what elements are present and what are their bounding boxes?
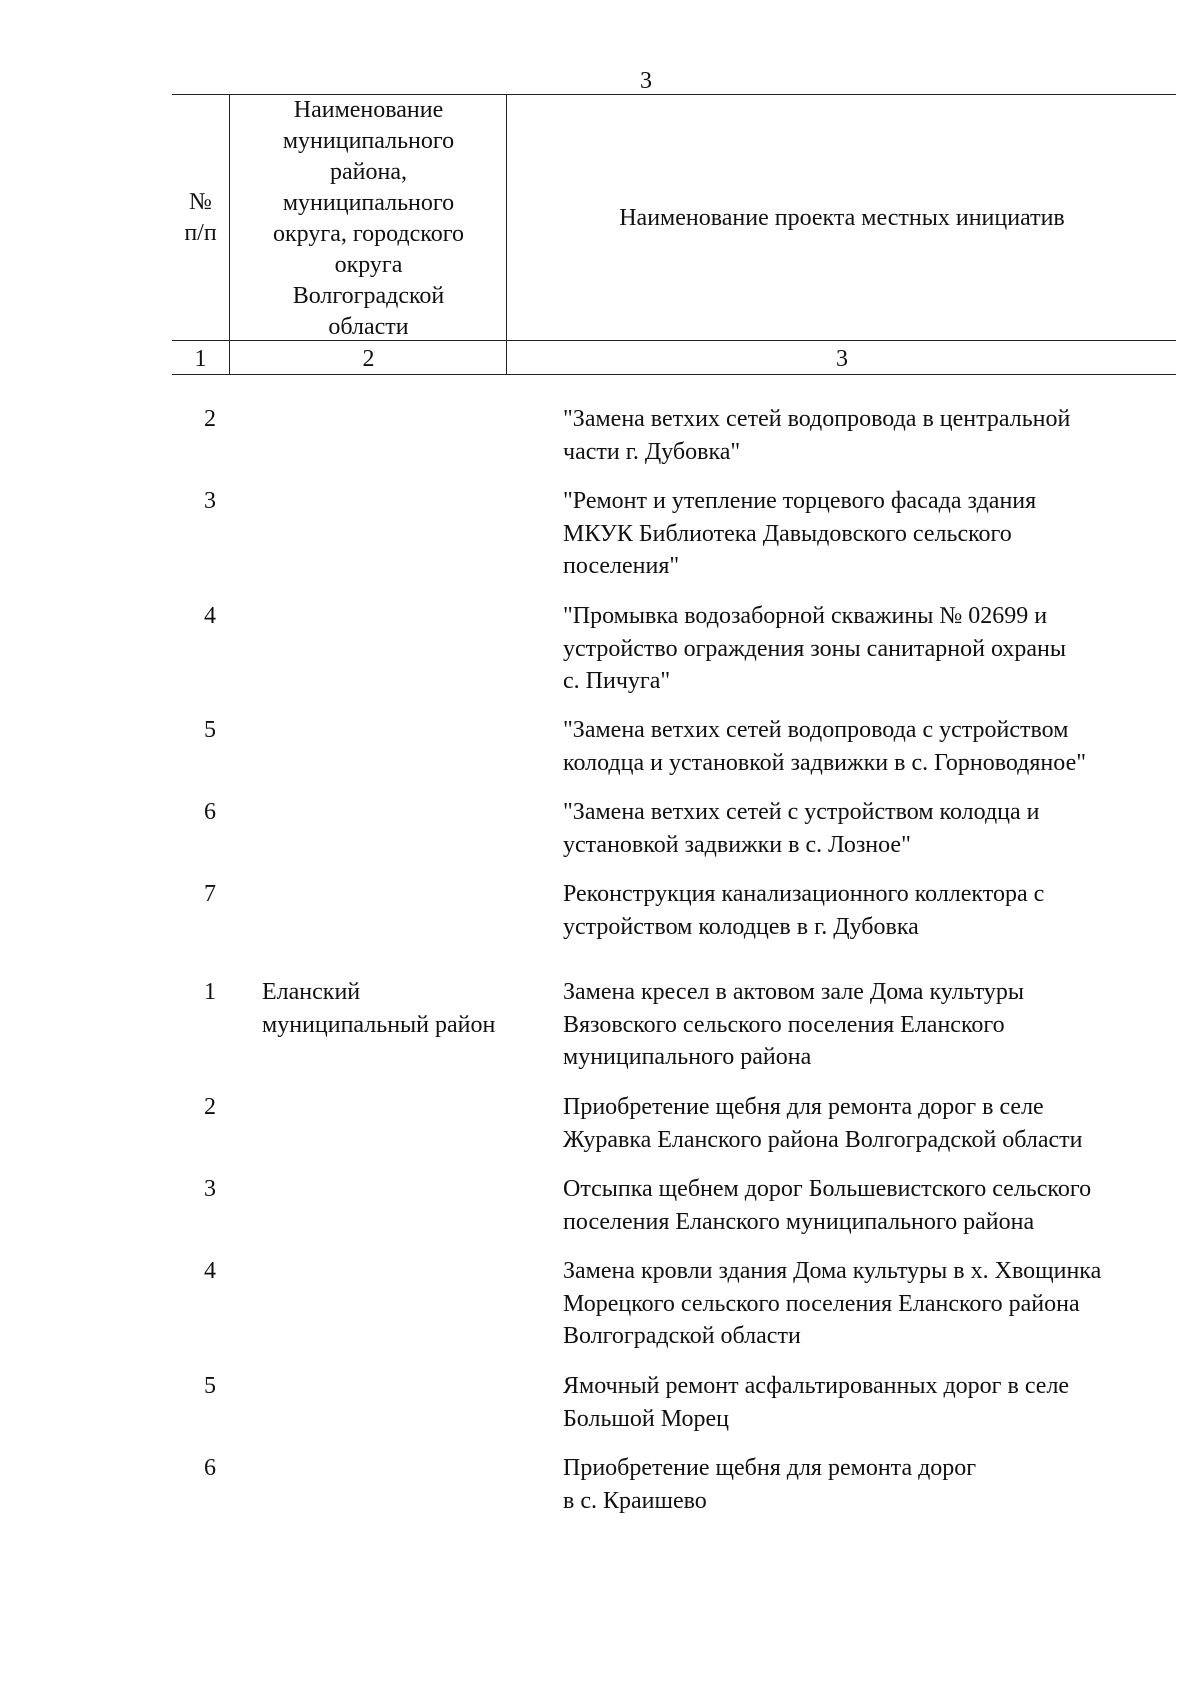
project-name: "Ремонт и утепление торцевого фасада здания МКУК Библиотека Давыдовского сельского поселения": [563, 488, 1037, 579]
row-number: 2: [204, 406, 216, 432]
header-project-column: Наименование проекта местных инициатив: [619, 205, 1065, 231]
row-number: 2: [204, 1094, 216, 1120]
project-name: "Промывка водозаборной скважины № 02699 и устройство ограждения зоны санитарной охраны с. Пичуга": [563, 603, 1066, 694]
row-number: 7: [204, 881, 216, 907]
column-divider-2: [506, 94, 507, 374]
table-header-bottom-border: [172, 374, 1176, 375]
project-name: Замена кресел в актовом зале Дома культуры Вязовского сельского поселения Еланского муниципального района: [563, 979, 1025, 1070]
column-number-1: 1: [194, 346, 207, 372]
project-name: Замена кровли здания Дома культуры в х. Хвощинка Морецкого сельского поселения Еланского района Волгоградской области: [563, 1258, 1102, 1349]
header-number-column: № п/п: [184, 189, 217, 246]
header-district-column: Наименование муниципального района, муниципального округа, городского округа Волгоградской области: [273, 97, 464, 340]
column-number-3: 3: [836, 346, 848, 372]
project-name: Отсыпка щебнем дорог Большевистского сельского поселения Еланского муниципального района: [563, 1176, 1092, 1235]
project-name: Реконструкция канализационного коллектора с устройством колодцев в г. Дубовка: [563, 881, 1045, 940]
project-name: "Замена ветхих сетей водопровода в центральной части г. Дубовка": [563, 406, 1071, 465]
row-number: 3: [204, 1176, 216, 1202]
project-name: Приобретение щебня для ремонта дорог в с. Краишево: [563, 1455, 977, 1514]
row-number: 5: [204, 1373, 216, 1399]
row-number: 6: [204, 1455, 216, 1481]
row-number: 5: [204, 717, 216, 743]
district-name: Еланский муниципальный район: [262, 979, 496, 1038]
row-number: 4: [204, 603, 216, 629]
project-name: Ямочный ремонт асфальтированных дорог в селе Большой Морец: [563, 1373, 1070, 1432]
column-divider-1: [229, 94, 230, 374]
project-name: "Замена ветхих сетей водопровода с устройством колодца и установкой задвижки в с. Горноводяное": [563, 717, 1087, 776]
column-number-2: 2: [362, 346, 375, 372]
project-name: Приобретение щебня для ремонта дорог в селе Журавка Еланского района Волгоградской области: [563, 1094, 1083, 1153]
row-number: 3: [204, 488, 216, 514]
page-number: 3: [640, 68, 652, 94]
project-name: "Замена ветхих сетей с устройством колодца и установкой задвижки в с. Лозное": [563, 799, 1040, 858]
row-number: 6: [204, 799, 216, 825]
row-number: 1: [204, 979, 216, 1005]
row-number: 4: [204, 1258, 216, 1284]
